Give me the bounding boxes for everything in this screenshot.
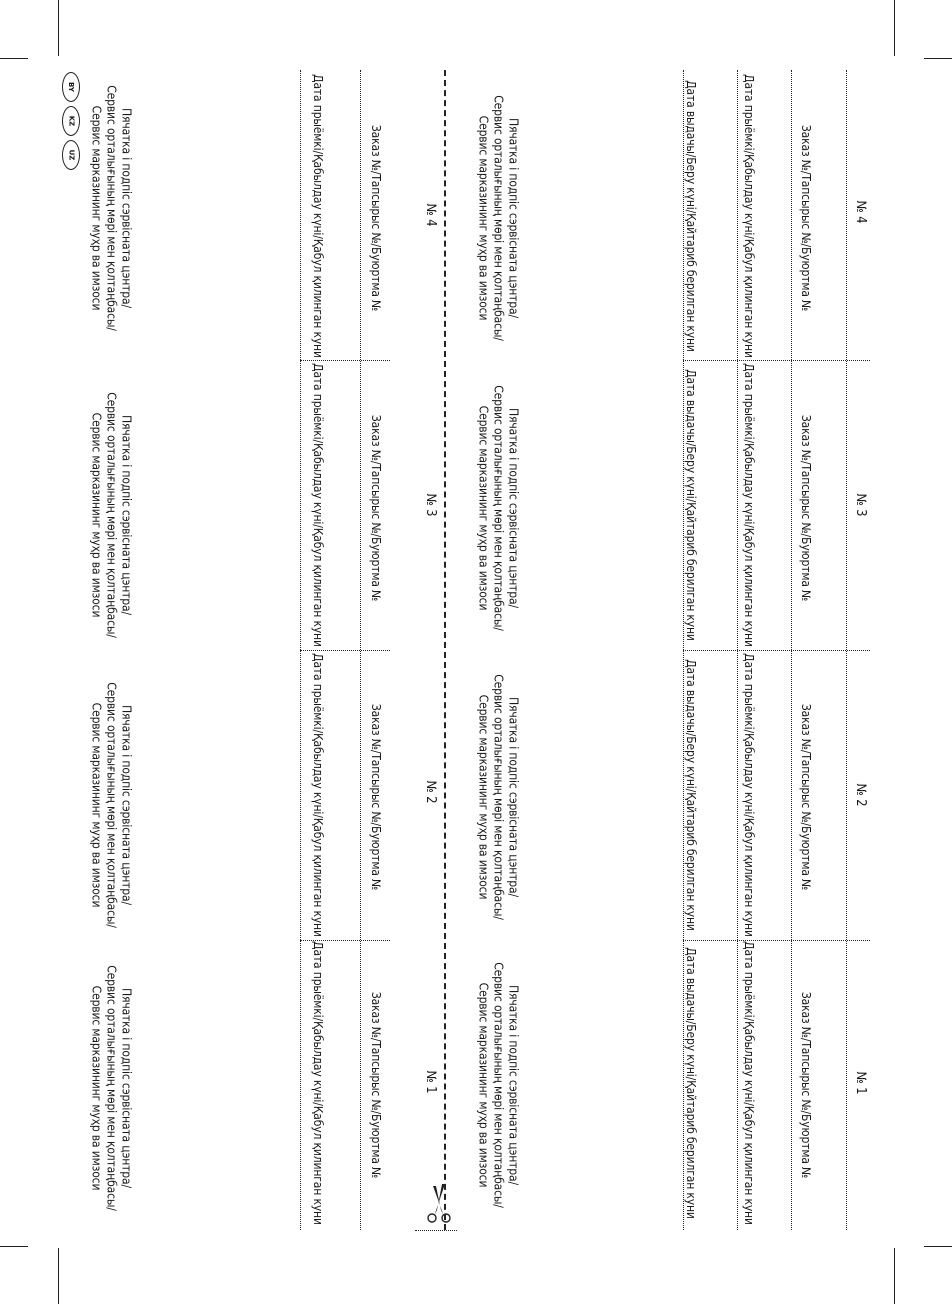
field-divider xyxy=(737,70,738,1230)
field-divider xyxy=(360,70,361,1230)
language-badge-by: BY xyxy=(62,72,80,102)
crop-mark xyxy=(58,1248,59,1304)
service-stamp-label: Пячатка і подпіс сэрвісната цэнтра/ Сервис орталығының мөрі мен қолтаңбасы/ Сервис марказининг муҳр ва имзоси xyxy=(476,674,521,920)
issue-date-label: Дата выдачы/Беру күні/Қайтариб берилган куни xyxy=(684,80,698,352)
coupon-number: № 4 xyxy=(423,203,438,227)
coupon-number: № 1 xyxy=(853,1071,868,1095)
order-number-label: Заказ №/Тапсырыс №/Буюртма № xyxy=(369,991,383,1179)
reception-date-label: Дата прыёмкі/Қабылдау күні/Қабул қилинган куни xyxy=(742,363,756,647)
coupon-number: № 2 xyxy=(853,783,868,807)
reception-date-label: Дата прыёмкі/Қабылдау күні/Қабул қилинган куни xyxy=(742,941,756,1225)
field-divider xyxy=(846,70,847,1230)
issue-date-label: Дата выдачы/Беру күні/Қайтариб берилган куни xyxy=(684,369,698,641)
language-badge-kz: KZ xyxy=(62,106,80,136)
service-stamp-label: Пячатка і подпіс сэрвісната цэнтра/ Сервис орталығының мөрі мен қолтаңбасы/ Сервис марказининг муҳр ва имзоси xyxy=(476,962,521,1208)
crop-mark xyxy=(58,0,59,56)
coupon-separator xyxy=(683,360,870,361)
coupon-separator xyxy=(300,650,390,651)
reception-date-label: Дата прыёмкі/Қабылдау күні/Қабул қилинган куни xyxy=(742,74,756,358)
coupon-separator xyxy=(415,1230,457,1231)
order-number-label: Заказ №/Тапсырыс №/Буюртма № xyxy=(799,414,813,602)
service-stamp-label: Пячатка і подпіс сэрвісната цэнтра/ Сервис орталығының мөрі мен қолтаңбасы/ Сервис марказининг муҳр ва имзоси xyxy=(476,95,521,341)
reception-date-label: Дата прыёмкі/Қабылдау күні/Қабул қилинган куни xyxy=(311,74,325,358)
order-number-label: Заказ №/Тапсырыс №/Буюртма № xyxy=(799,991,813,1179)
coupon-number: № 2 xyxy=(423,780,438,804)
scissors-icon xyxy=(424,1180,454,1226)
reception-date-label: Дата прыёмкі/Қабылдау күні/Қабул қилинган куни xyxy=(311,941,325,1225)
order-number-label: Заказ №/Тапсырыс №/Буюртма № xyxy=(369,124,383,312)
order-number-label: Заказ №/Тапсырыс №/Буюртма № xyxy=(369,414,383,602)
reception-date-label: Дата прыёмкі/Қабылдау күні/Қабул қилинган куни xyxy=(311,653,325,937)
service-stamp-label: Пячатка і подпіс сэрвісната цэнтра/ Сервис орталығының мөрі мен қолтаңбасы/ Сервис марказининг муҳр ва имзоси xyxy=(89,85,134,331)
order-number-label: Заказ №/Тапсырыс №/Буюртма № xyxy=(799,124,813,312)
cut-line xyxy=(444,70,446,1230)
coupon-separator xyxy=(300,360,390,361)
field-divider xyxy=(791,70,792,1230)
coupon-number: № 1 xyxy=(423,1070,438,1094)
coupon-separator xyxy=(683,940,870,941)
crop-mark xyxy=(894,0,895,56)
order-number-label: Заказ №/Тапсырыс №/Буюртма № xyxy=(369,703,383,891)
service-stamp-label: Пячатка і подпіс сэрвісната цэнтра/ Сервис орталығының мөрі мен қолтаңбасы/ Сервис марказининг муҳр ва имзоси xyxy=(89,682,134,928)
language-badge-uz: UZ xyxy=(62,140,80,170)
coupon-separator xyxy=(683,650,870,651)
reception-date-label: Дата прыёмкі/Қабылдау күні/Қабул қилинган куни xyxy=(742,653,756,937)
coupon-number: № 4 xyxy=(853,200,868,224)
issue-date-label: Дата выдачы/Беру күні/Қайтариб берилган куни xyxy=(684,659,698,931)
crop-mark xyxy=(924,58,952,59)
crop-mark xyxy=(894,1248,895,1304)
coupon-number: № 3 xyxy=(853,493,868,517)
field-divider xyxy=(300,70,301,1230)
crop-mark xyxy=(0,58,28,59)
order-number-label: Заказ №/Тапсырыс №/Буюртма № xyxy=(799,703,813,891)
service-stamp-label: Пячатка і подпіс сэрвісната цэнтра/ Сервис орталығының мөрі мен қолтаңбасы/ Сервис марказининг муҳр ва имзоси xyxy=(89,392,134,638)
coupon-number: № 3 xyxy=(423,493,438,517)
crop-mark xyxy=(0,1246,28,1247)
reception-date-label: Дата прыёмкі/Қабылдау күні/Қабул қилинган куни xyxy=(311,363,325,647)
crop-mark xyxy=(924,1246,952,1247)
service-stamp-label: Пячатка і подпіс сэрвісната цэнтра/ Сервис орталығының мөрі мен қолтаңбасы/ Сервис марказининг муҳр ва имзоси xyxy=(476,385,521,631)
issue-date-label: Дата выдачы/Беру күні/Қайтариб берилган куни xyxy=(684,947,698,1219)
service-stamp-label: Пячатка і подпіс сэрвісната цэнтра/ Сервис орталығының мөрі мен қолтаңбасы/ Сервис марказининг муҳр ва имзоси xyxy=(89,965,134,1211)
